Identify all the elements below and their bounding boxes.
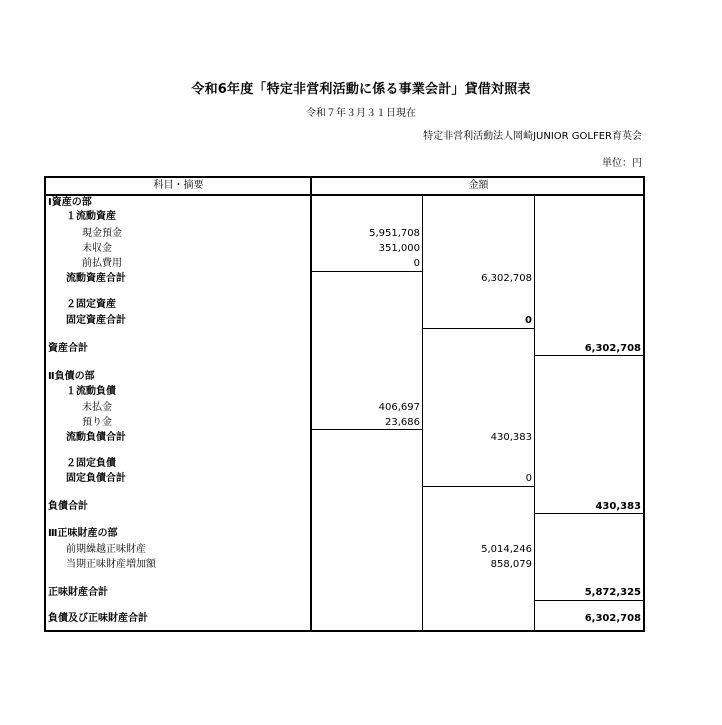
section-assets: Ⅰ資産の部 [48,197,92,208]
total-label: 正味財産合計 [48,587,108,598]
rule-line [423,486,534,487]
subtotal-value: 0 [525,315,532,326]
subtotal-label: 流動負債合計 [66,432,126,443]
column-divider [534,196,535,630]
header-amount: 金額 [468,180,489,191]
total-value: 5,872,325 [584,587,641,598]
item-label: 前期繰越正味財産 [66,544,146,555]
total-value: 430,383 [595,501,641,512]
section-net-assets: Ⅲ正味財産の部 [48,528,118,539]
item-label: 現金預金 [82,228,122,239]
section-liabilities: Ⅱ負債の部 [48,371,95,382]
item-label: 未収金 [82,243,112,254]
rule-line [423,328,534,329]
organization-name: 特定非営利活動法人岡崎JUNIOR GOLFER育英会 [423,131,642,142]
item-label: 前払費用 [82,258,122,269]
balance-sheet-table [44,176,645,632]
report-date: 令和７年３月３１日現在 [306,108,416,119]
header-divider [46,194,643,196]
item-value: 5,014,246 [481,544,532,555]
heading-current-liabilities: １流動負債 [66,386,116,397]
total-label: 負債合計 [48,501,88,512]
item-value: 858,079 [490,559,532,570]
item-value: 351,000 [378,243,420,254]
heading-fixed-assets: ２固定資産 [66,299,116,310]
subtotal-value: 6,302,708 [481,273,532,284]
grand-total-label: 負債及び正味財産合計 [48,613,148,624]
document-title: 令和6年度「特定非営利活動に係る事業会計」貸借対照表 [191,82,531,97]
item-value: 23,686 [385,417,420,428]
subtotal-value: 430,383 [490,432,532,443]
rule-line [535,600,643,601]
item-label: 未払金 [82,402,112,413]
header-item: 科目・摘要 [153,180,204,191]
total-label: 資産合計 [48,343,88,354]
rule-line [311,271,422,272]
grand-total-value: 6,302,708 [584,613,641,624]
subtotal-label: 流動資産合計 [66,273,126,284]
item-value: 406,697 [378,402,420,413]
subtotal-value: 0 [525,473,532,484]
subtotal-label: 固定資産合計 [66,315,126,326]
item-label: 当期正味財産増加額 [66,559,156,570]
item-value: 5,951,708 [369,228,420,239]
currency-unit: 単位：円 [602,158,642,169]
item-value: 0 [413,258,420,269]
heading-fixed-liabilities: ２固定負債 [66,458,116,469]
subtotal-label: 固定負債合計 [66,473,126,484]
item-label: 預り金 [82,417,112,428]
total-value: 6,302,708 [584,343,641,354]
heading-current-assets: １流動資産 [66,211,116,222]
